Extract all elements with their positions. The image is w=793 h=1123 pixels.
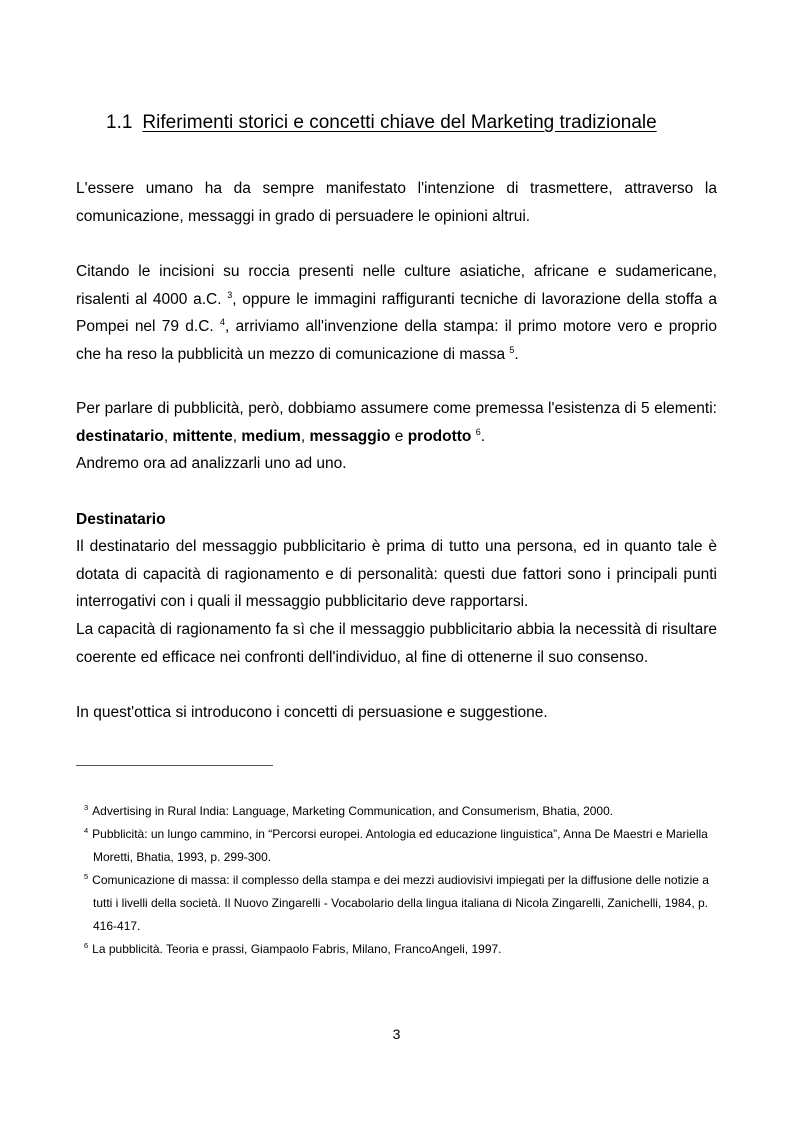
element-mittente: mittente (172, 427, 233, 445)
footnote-text: Advertising in Rural India: Language, Marketing Communication, and Consumerism, Bhatia, 2000. (92, 804, 614, 818)
elements-separator: , (232, 427, 238, 445)
footnote-ref-3: 3 (227, 289, 233, 300)
section-title: Riferimenti storici e concetti chiave del Marketing tradizionale (142, 112, 657, 133)
history-text-a: Citando le incisioni su roccia presenti nelle culture asiatiche, africane e sudamericane, risalenti al 4000 a.C. (76, 263, 717, 308)
history-text-b: , oppure le immagini raffiguranti tecniche di lavorazione della stoffa a Pompei nel 79 d.C. (76, 290, 717, 335)
elements-separator: , (163, 427, 169, 445)
footnote-ref-5: 5 (509, 344, 515, 355)
elements-end: . (480, 427, 486, 445)
footnote-mark: 5 (84, 872, 89, 881)
section-number: 1.1 (106, 112, 133, 133)
footnote-text: La pubblicità. Teoria e prassi, Giampaolo Fabris, Milano, FrancoAngeli, 1997. (92, 942, 502, 956)
footnote-text: Comunicazione di massa: il complesso della stampa e dei mezzi audiovisivi impiegati per la diffusione delle notizie a tutti i livelli della società. Il Nuovo Zingarelli - Vocabolario della lingua italiana di Nicola Zingarelli, Zanichelli, 1984, p. 416-417. (92, 873, 709, 933)
paragraph-intro: L'essere umano ha da sempre manifestato l'intenzione di trasmettere, attraverso la comunicazione, messaggi in grado di persuadere le opinioni altrui. (76, 180, 717, 225)
element-medium: medium (241, 427, 301, 445)
footnote-item (84, 938, 724, 961)
paragraph-destinatario-person: Il destinatario del messaggio pubblicitario è prima di tutto una persona, ed in quanto tale è dotata di capacità di ragionamento e di personalità: questi due fattori sono i principali punti interrogativi con i quali il messaggio pubblicitario deve rapportarsi. (76, 538, 717, 610)
footnote-ref-4: 4 (219, 316, 225, 327)
elements-conjunction: e (394, 427, 404, 445)
footnote-ref-6: 6 (475, 426, 481, 437)
page-number: 3 (392, 1026, 401, 1042)
paragraph-history (76, 258, 717, 368)
footnotes (84, 800, 724, 961)
element-destinatario: destinatario (76, 427, 164, 445)
section-heading (106, 110, 706, 136)
elements-separator: , (300, 427, 306, 445)
paragraph-analysis: Andremo ora ad analizzarli uno ad uno. (76, 455, 347, 472)
footnote-separator (76, 765, 273, 766)
footnote-mark: 4 (84, 826, 89, 835)
history-text-c: , arriviamo all'invenzione della stampa: il primo motore vero e proprio che ha reso la pubblicità un mezzo di comunicazione di massa (76, 318, 717, 363)
footnote-item (84, 823, 724, 869)
footnote-mark: 3 (84, 803, 89, 812)
footnote-item (84, 869, 724, 938)
paragraph-persuasion: In quest'ottica si introducono i concetti di persuasione e suggestione. (76, 704, 548, 721)
subheading-destinatario: Destinatario (76, 511, 166, 528)
footnote-mark: 6 (84, 941, 89, 950)
history-text-d: . (514, 345, 519, 363)
footnote-text: Pubblicità: un lungo cammino, in “Percorsi europei. Antologia ed educazione linguistica”, Anna De Maestri e Mariella Moretti, Bhatia, 1993, p. 299-300. (92, 827, 708, 864)
element-prodotto: prodotto (407, 427, 472, 445)
footnote-item (84, 800, 724, 823)
paragraph-reasoning: La capacità di ragionamento fa sì che il messaggio pubblicitario abbia la necessità di risultare coerente ed efficace nei confronti dell'individuo, al fine di ottenerne il suo consenso. (76, 621, 717, 666)
elements-intro: Per parlare di pubblicità, però, dobbiamo assumere come premessa l'esistenza di 5 elementi: (76, 400, 717, 417)
paragraph-elements (76, 395, 717, 450)
element-messaggio: messaggio (309, 427, 391, 445)
